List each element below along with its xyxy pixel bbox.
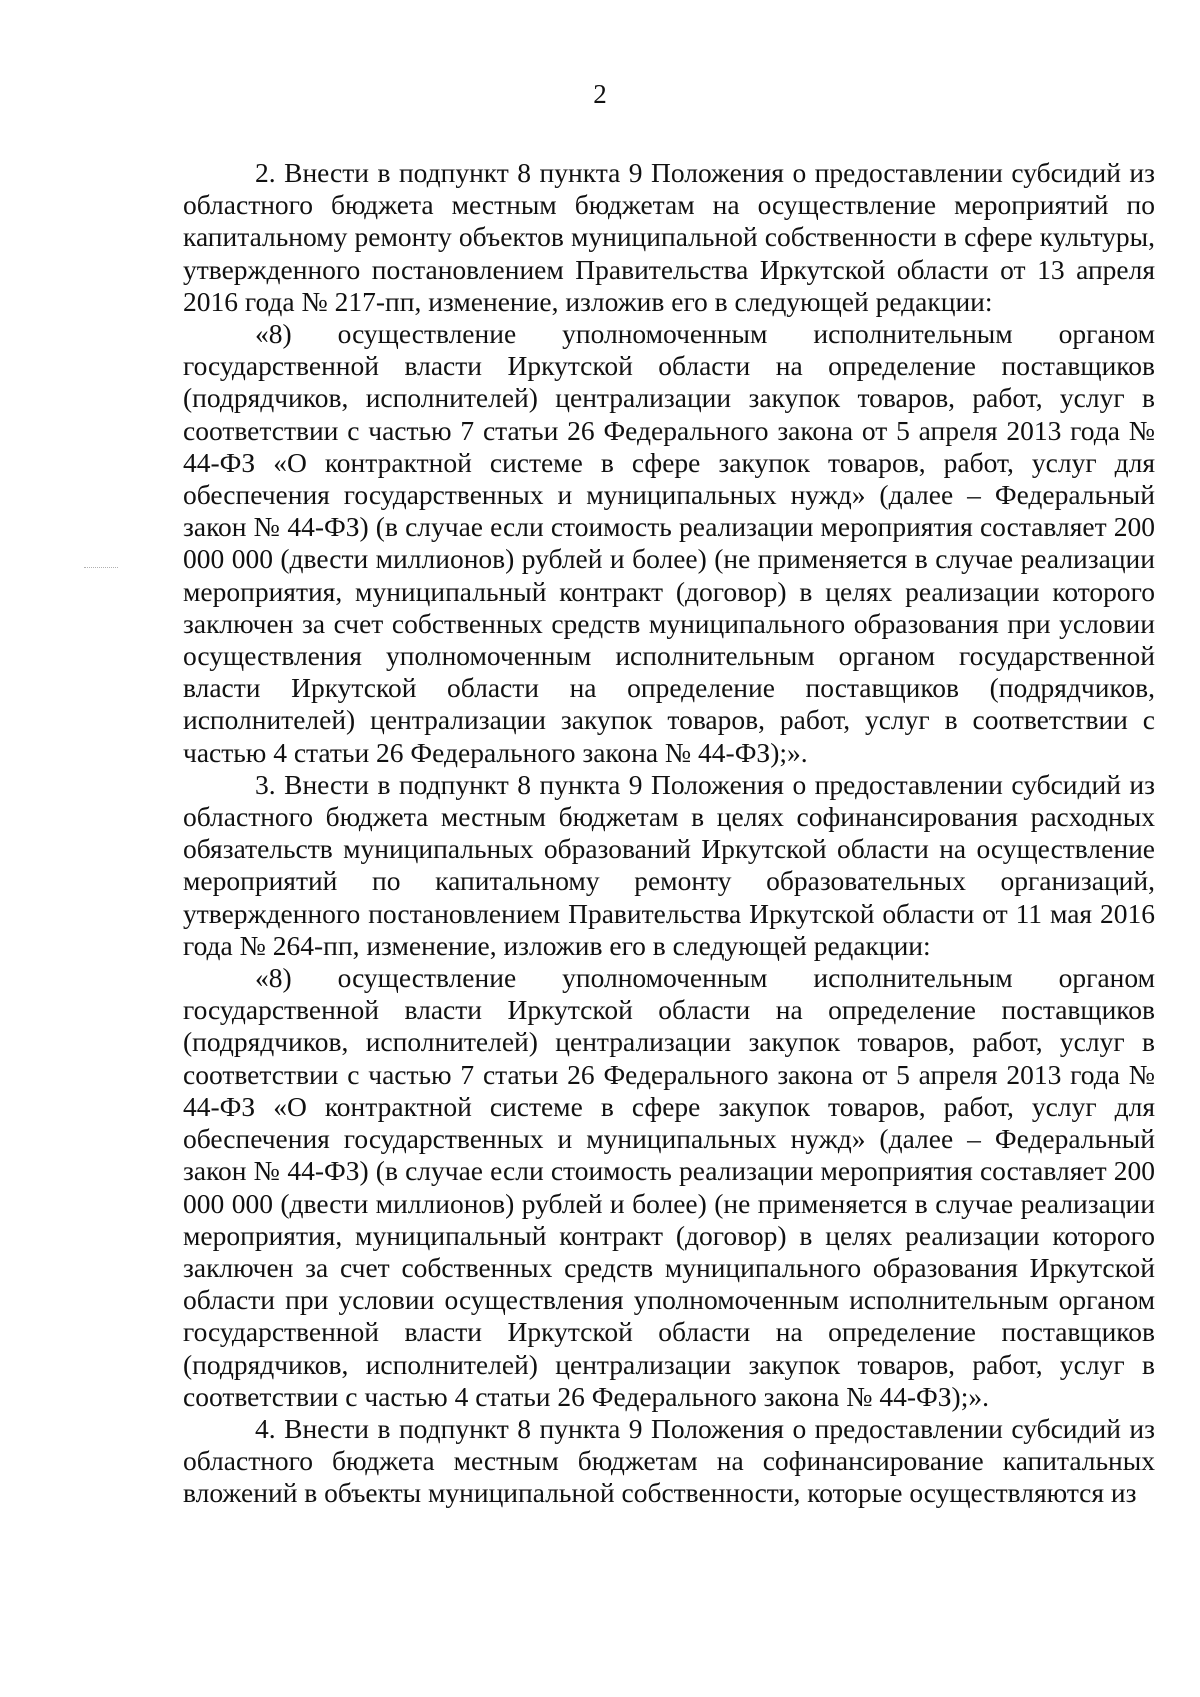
paragraph-2-quoted-subitem-8: «8) осуществление уполномоченным исполнительным органом государственной власти Иркутской области на определение поставщиков (подрядчиков, исполнителей) централизации закупок товаров, работ, услуг в соответствии с частью 7 статьи 26 Федерального закона от 5 апреля 2013 года № 44-ФЗ «О контрактной системе в сфере закупок товаров, работ, услуг для обеспечения государственных и муниципальных нужд» (далее – Федеральный закон № 44-ФЗ) (в случае если стоимость реализации мероприятия составляет 200 000 000 (двести миллионов) рублей и более) (не применяется в случае реализации мероприятия, муниципальный контракт (договор) в целях реализации которого заключен за счет собственных средств муниципального образования при условии осуществления уполномоченным исполнительным органом государственной власти Иркутской области на определение поставщиков (подрядчиков, исполнителей) централизации закупок товаров, работ, услуг в соответствии с частью 4 статьи 26 Федерального закона № 44-ФЗ);».	[183, 318, 1155, 768]
paragraph-3: 3. Внести в подпункт 8 пункта 9 Положения о предоставлении субсидий из областного бюджета местным бюджетам в целях софинансирования расходных обязательств муниципальных образований Иркутской области на осуществление мероприятий по капитальному ремонту образовательных организаций, утвержденного постановлением Правительства Иркутской области от 11 мая 2016 года № 264-пп, изменение, изложив его в следующей редакции:	[183, 768, 1155, 961]
document-body	[183, 157, 1155, 1510]
paragraph-4: 4. Внести в подпункт 8 пункта 9 Положения о предоставлении субсидий из областного бюджета местным бюджетам на софинансирование капитальных вложений в объекты муниципальной собственности, которые осуществляются из	[183, 1412, 1155, 1509]
page-number: 2	[593, 79, 607, 109]
scan-artifact	[84, 567, 118, 570]
paragraph-2: 2. Внести в подпункт 8 пункта 9 Положения о предоставлении субсидий из областного бюджета местным бюджетам на осуществление мероприятий по капитальному ремонту объектов муниципальной собственности в сфере культуры, утвержденного постановлением Правительства Иркутской области от 13 апреля 2016 года № 217-пп, изменение, изложив его в следующей редакции:	[183, 157, 1155, 317]
paragraph-3-quoted-subitem-8: «8) осуществление уполномоченным исполнительным органом государственной власти Иркутской области на определение поставщиков (подрядчиков, исполнителей) централизации закупок товаров, работ, услуг в соответствии с частью 7 статьи 26 Федерального закона от 5 апреля 2013 года № 44-ФЗ «О контрактной системе в сфере закупок товаров, работ, услуг для обеспечения государственных и муниципальных нужд» (далее – Федеральный закон № 44-ФЗ) (в случае если стоимость реализации мероприятия составляет 200 000 000 (двести миллионов) рублей и более) (не применяется в случае реализации мероприятия, муниципальный контракт (договор) в целях реализации которого заключен за счет собственных средств муниципального образования Иркутской области при условии осуществления уполномоченным исполнительным органом государственной власти Иркутской области на определение поставщиков (подрядчиков, исполнителей) централизации закупок товаров, работ, услуг в соответствии с частью 4 статьи 26 Федерального закона № 44-ФЗ);».	[183, 962, 1155, 1412]
